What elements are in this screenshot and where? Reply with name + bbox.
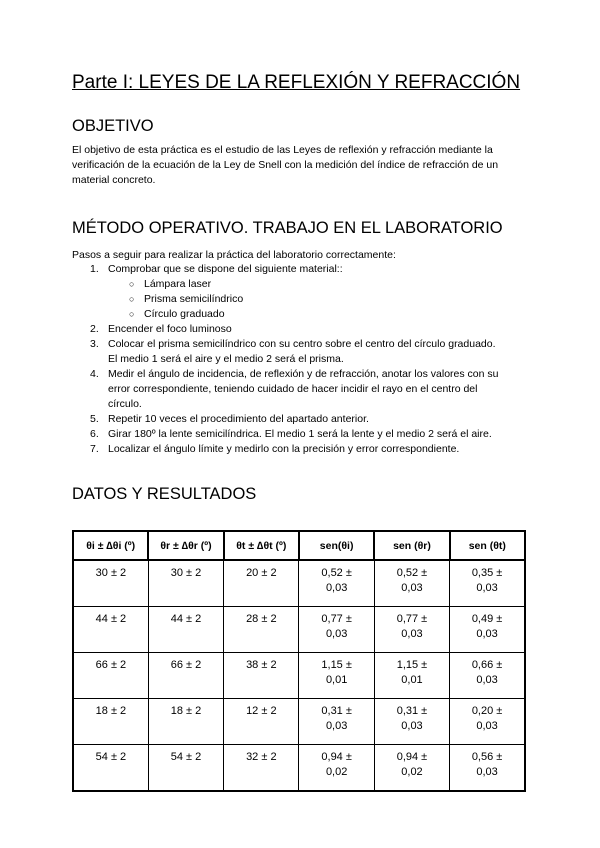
- table-cell: [224, 653, 299, 699]
- list-item: [72, 337, 532, 367]
- circle-bullet-icon: ○: [129, 279, 135, 289]
- cell-line: 0,03: [401, 582, 423, 594]
- cell-line: 0,94 ±: [321, 751, 352, 763]
- table-cell: [374, 607, 449, 653]
- cell-line: 0,31 ±: [321, 705, 352, 717]
- material-item: [72, 307, 532, 322]
- table-row: [73, 745, 525, 792]
- pasos-intro: Pasos a seguir para realizar la práctica del laboratorio correctamente:: [72, 249, 396, 261]
- table-cell: [450, 560, 525, 607]
- text-line: error correspondiente, teniendo cuidado de hacer incidir el rayo en el centro del: [108, 383, 478, 395]
- table-cell: [224, 607, 299, 653]
- text-line: verificación de la ecuación de la Ley de Snell con la medición del índice de refracción de un: [72, 159, 499, 171]
- cell-line: 30 ± 2: [170, 567, 202, 579]
- step-number: 2.: [90, 323, 99, 335]
- column-header: θt ± ∆θt (º): [224, 531, 299, 560]
- table-cell: [73, 745, 148, 792]
- results-table: [72, 530, 526, 792]
- circle-bullet-icon: ○: [129, 294, 135, 304]
- cell-line: 44 ± 2: [170, 613, 202, 625]
- cell-line: 54 ± 2: [95, 751, 127, 763]
- cell-line: 0,01: [401, 674, 423, 686]
- step-number: 7.: [90, 443, 99, 455]
- list-item: [72, 427, 532, 442]
- cell-line: 0,03: [476, 720, 498, 732]
- table-row: [73, 560, 525, 607]
- step-number: 1.: [90, 263, 99, 275]
- cell-line: 12 ± 2: [246, 705, 277, 717]
- cell-line: 0,03: [476, 766, 498, 778]
- cell-line: 18 ± 2: [95, 705, 127, 717]
- objetivo-paragraph: [72, 143, 532, 188]
- table-cell: [299, 653, 374, 699]
- table-cell: [299, 607, 374, 653]
- table-cell: [224, 560, 299, 607]
- text-line: Comprobar que se dispone del siguiente material::: [108, 263, 343, 275]
- cell-line: 0,03: [325, 628, 348, 640]
- cell-line: 0,52 ±: [396, 567, 428, 579]
- text-line: El objetivo de esta práctica es el estudio de las Leyes de reflexión y refracción mediante la: [72, 144, 493, 156]
- list-item: [72, 367, 532, 412]
- step-number: 6.: [90, 428, 99, 440]
- cell-line: 0,01: [325, 674, 348, 686]
- text-line: círculo.: [108, 398, 142, 410]
- text-line: Encender el foco luminoso: [108, 323, 232, 335]
- cell-line: 0,02: [325, 766, 348, 778]
- list-item: [72, 412, 532, 427]
- cell-line: 1,15 ±: [396, 659, 428, 671]
- cell-line: 0,35 ±: [471, 567, 503, 579]
- step-number: 5.: [90, 413, 99, 425]
- table-cell: [374, 699, 449, 745]
- text-line: Colocar el prisma semicilíndrico con su centro sobre el centro del círculo graduado.: [108, 338, 496, 350]
- cell-line: 44 ± 2: [95, 613, 127, 625]
- cell-line: 0,52 ±: [321, 567, 352, 579]
- section-heading-metodo: MÉTODO OPERATIVO. TRABAJO EN EL LABORATORIO: [72, 219, 503, 237]
- cell-line: 0,03: [325, 720, 348, 732]
- table-cell: [450, 653, 525, 699]
- column-header: θi ± ∆θi (º): [73, 531, 148, 560]
- table-cell: [374, 560, 449, 607]
- text-line: Prisma semicilíndrico: [144, 293, 244, 305]
- table-cell: [148, 699, 223, 745]
- table-row: [73, 653, 525, 699]
- material-item: [72, 292, 532, 307]
- column-header: θr ± ∆θr (º): [148, 531, 223, 560]
- table-header-row: [73, 531, 525, 560]
- text-line: Lámpara laser: [144, 278, 212, 290]
- table-cell: [73, 653, 148, 699]
- text-line: Medir el ángulo de incidencia, de reflexión y de refracción, anotar los valores con su: [108, 368, 499, 380]
- table-cell: [299, 745, 374, 792]
- cell-line: 0,03: [476, 674, 498, 686]
- cell-line: 0,03: [401, 628, 423, 640]
- column-header: sen (θt): [450, 531, 525, 560]
- table-cell: [73, 560, 148, 607]
- table-cell: [450, 745, 525, 792]
- table-cell: [224, 699, 299, 745]
- cell-line: 0,66 ±: [471, 659, 503, 671]
- cell-line: 0,56 ±: [471, 751, 503, 763]
- text-line: Repetir 10 veces el procedimiento del apartado anterior.: [108, 413, 369, 425]
- cell-line: 0,31 ±: [396, 705, 428, 717]
- cell-line: 38 ± 2: [246, 659, 277, 671]
- cell-line: 54 ± 2: [170, 751, 202, 763]
- cell-line: 0,03: [325, 582, 348, 594]
- column-header: sen(θi): [299, 531, 374, 560]
- cell-line: 0,77 ±: [321, 613, 352, 625]
- table-cell: [148, 653, 223, 699]
- table-row: [73, 607, 525, 653]
- cell-line: 30 ± 2: [95, 567, 127, 579]
- table-cell: [374, 745, 449, 792]
- cell-line: 20 ± 2: [246, 567, 277, 579]
- section-heading-datos: DATOS Y RESULTADOS: [72, 485, 257, 503]
- cell-line: 0,49 ±: [471, 613, 503, 625]
- table-cell: [299, 560, 374, 607]
- table-cell: [148, 607, 223, 653]
- cell-line: 0,94 ±: [396, 751, 428, 763]
- cell-line: 32 ± 2: [246, 751, 277, 763]
- text-line: Círculo graduado: [144, 308, 225, 320]
- cell-line: 66 ± 2: [95, 659, 127, 671]
- text-line: El medio 1 será el aire y el medio 2 será el prisma.: [108, 353, 344, 365]
- list-item: [72, 442, 532, 457]
- steps-list: [72, 262, 532, 457]
- cell-line: 0,03: [476, 628, 498, 640]
- table-cell: [374, 653, 449, 699]
- column-header: sen (θr): [374, 531, 449, 560]
- cell-line: 1,15 ±: [321, 659, 352, 671]
- step-number: 4.: [90, 368, 99, 380]
- table-cell: [148, 745, 223, 792]
- list-item: [72, 322, 532, 337]
- material-item: [72, 277, 532, 292]
- cell-line: 0,77 ±: [396, 613, 428, 625]
- page-title: Parte I: LEYES DE LA REFLEXIÓN Y REFRACCIÓN: [72, 72, 521, 93]
- list-item: [72, 262, 532, 277]
- cell-line: 18 ± 2: [170, 705, 202, 717]
- circle-bullet-icon: ○: [129, 309, 135, 319]
- table-cell: [450, 607, 525, 653]
- table-cell: [148, 560, 223, 607]
- cell-line: 0,03: [401, 720, 423, 732]
- text-line: Girar 180º la lente semicilíndrica. El medio 1 será la lente y el medio 2 será el aire.: [108, 428, 492, 440]
- table-cell: [450, 699, 525, 745]
- table-row: [73, 699, 525, 745]
- table-cell: [299, 699, 374, 745]
- cell-line: 0,03: [476, 582, 498, 594]
- cell-line: 66 ± 2: [170, 659, 202, 671]
- cell-line: 0,20 ±: [471, 705, 503, 717]
- step-number: 3.: [90, 338, 99, 350]
- table-cell: [73, 607, 148, 653]
- cell-line: 0,02: [401, 766, 423, 778]
- table-cell: [224, 745, 299, 792]
- cell-line: 28 ± 2: [246, 613, 277, 625]
- section-heading-objetivo: OBJETIVO: [72, 117, 154, 135]
- table-cell: [73, 699, 148, 745]
- text-line: material concreto.: [72, 174, 156, 186]
- text-line: Localizar el ángulo límite y medirlo con la precisión y error correspondiente.: [108, 443, 460, 455]
